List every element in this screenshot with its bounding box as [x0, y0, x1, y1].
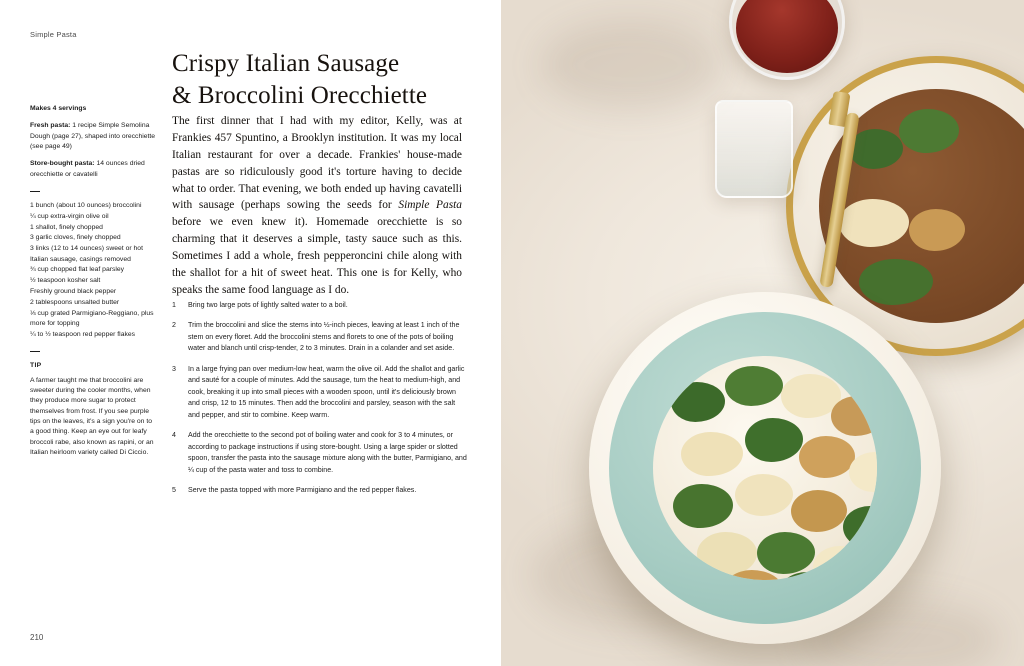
sausage-piece	[799, 436, 855, 478]
broccolini-piece	[859, 259, 933, 305]
tip-text: A farmer taught me that broccolini are sweeter during the cooler months, when they produce more sugar to protect themselves from frost. If you see purple tips on the leaves, it's a sign you're on to a good thing. Keep an eye out for leafy broccoli rabe, also known as rapini, or an Italian heirloom variety called Di Ciccio.	[30, 376, 154, 456]
orecchiette-piece	[735, 474, 793, 516]
list-item: ¼ cup extra-virgin olive oil	[30, 212, 109, 220]
list-item	[172, 364, 467, 421]
step-text: Serve the pasta topped with more Parmigiano and the red pepper flakes.	[188, 486, 417, 495]
list-item	[172, 320, 467, 354]
list-item: ¾ cup chopped flat leaf parsley	[30, 266, 125, 274]
fresh-pasta-text: 1 recipe Simple Semolina Dough (page 27), shaped into orecchiette (see page 49)	[30, 122, 156, 150]
broccolini-piece	[745, 418, 803, 462]
pasta-bowl	[589, 292, 941, 644]
divider-rule-top	[30, 191, 40, 192]
list-item: 3 garlic cloves, finely chopped	[30, 234, 121, 242]
orecchiette-piece	[681, 432, 743, 476]
bowl-well	[653, 356, 877, 580]
sausage-piece	[791, 490, 847, 532]
list-item: 2 tablespoons unsalted butter	[30, 298, 120, 306]
list-item: 1 shallot, finely chopped	[30, 223, 103, 231]
list-item	[172, 485, 467, 496]
orecchiette-piece	[839, 199, 909, 247]
sausage-piece	[909, 209, 965, 251]
store-bought-note	[30, 159, 156, 180]
list-item: ⅓ cup grated Parmigiano-Reggiano, plus more for topping	[30, 309, 154, 328]
light-shadow	[541, 20, 721, 110]
step-number: 5	[172, 486, 176, 495]
list-item: ¼ to ½ teaspoon red pepper flakes	[30, 330, 136, 338]
recipe-intro: The first dinner that I had with my editor, Kelly, was at Frankies 457 Spuntino, a Brooklyn institution. It was my local Italian restaurant for over a decade. Frankies' house-made pastas are so ridiculously good it's torture having to decide what to order. That evening, we both ended up having cavatelli with sausage (perhaps sowing the seeds for Simple Pasta before we even knew it). Homemade orecchiette is so charming that it deserves a simple, tasty sauce such as this. Sometimes I add a whole, fresh pepperoncini chile along with the shallot for a hit of sweet heat. This one is for Kelly, who speaks the same food language as I do.	[172, 115, 462, 296]
broccolini-piece	[673, 484, 733, 528]
list-item: 3 links (12 to 14 ounces) sweet or hot Italian sausage, casings removed	[30, 245, 143, 263]
recipe-title-line-2: & Broccolini Orecchiette	[172, 82, 428, 109]
tip-heading: TIP	[30, 362, 42, 370]
list-item	[172, 300, 467, 311]
list-item: Freshly ground black pepper	[30, 288, 117, 296]
left-text-page	[0, 0, 501, 666]
step-text: Bring two large pots of lightly salted water to a boil.	[188, 301, 348, 309]
step-number: 1	[172, 301, 176, 309]
step-number: 2	[172, 321, 176, 330]
sausage-piece	[831, 396, 877, 436]
recipe-photograph	[501, 0, 1024, 666]
red-wine	[736, 0, 838, 73]
step-number: 4	[172, 431, 176, 440]
fresh-pasta-label: Fresh pasta:	[30, 122, 71, 130]
water-glass	[715, 100, 793, 198]
broccolini-piece	[725, 366, 783, 406]
store-bought-text: 14 ounces dried orecchiette or cavatelli	[30, 160, 145, 178]
servings-line	[30, 104, 156, 114]
step-number: 3	[172, 364, 176, 373]
fresh-pasta-note	[30, 121, 156, 152]
broccolini-piece	[757, 532, 815, 574]
sidebar-column	[30, 104, 156, 458]
list-item	[172, 430, 467, 476]
page-title	[172, 48, 482, 112]
divider-rule-bottom	[30, 351, 40, 352]
step-text: In a large frying pan over medium-low heat, warm the olive oil. Add the shallot and garlic and sauté for a couple of minutes. Add the sausage, turn the heat to medium-high, and cook, breaking it up into small pieces with a wooden spoon, until it's deliciously brown and crisp, 12 to 15 minutes. Then add the broccolini and parsley, season with the salt and pepper, and stir to combine. Keep warm.	[188, 364, 465, 419]
broccolini-piece	[899, 109, 959, 153]
broccolini-piece	[849, 129, 903, 169]
instruction-steps	[172, 300, 467, 506]
page-number: 210	[30, 633, 44, 642]
list-item: 1 bunch (about 10 ounces) broccolini	[30, 201, 142, 209]
ingredient-list	[30, 201, 156, 340]
servings-label: Makes 4 servings	[30, 105, 87, 112]
store-bought-label: Store-bought pasta:	[30, 160, 95, 168]
broccolini-piece	[671, 382, 725, 422]
recipe-title-line-1: Crispy Italian Sausage	[172, 50, 400, 77]
step-text: Add the orecchiette to the second pot of boiling water and cook for 3 to 4 minutes, or according to package instructions if using store-bought. Using a large spider or slotted spoon, transfer the pasta into the sausage mixture along with the butter, Parmigiano, and ¼ cup of the pasta water and toss to combine.	[188, 431, 467, 474]
list-item: ½ teaspoon kosher salt	[30, 277, 101, 285]
broccolini-piece	[843, 506, 877, 548]
bowl-rim	[609, 312, 921, 624]
running-head: Simple Pasta	[30, 30, 77, 39]
step-text: Trim the broccolini and slice the stems into ½-inch pieces, leaving at least 1 inch of the stem on every floret. Add the broccolini stems and florets to one of the pots of boiling water and blanch until crisp-tender, 2 to 3 minutes. Drain in a colander and set aside.	[188, 321, 460, 353]
